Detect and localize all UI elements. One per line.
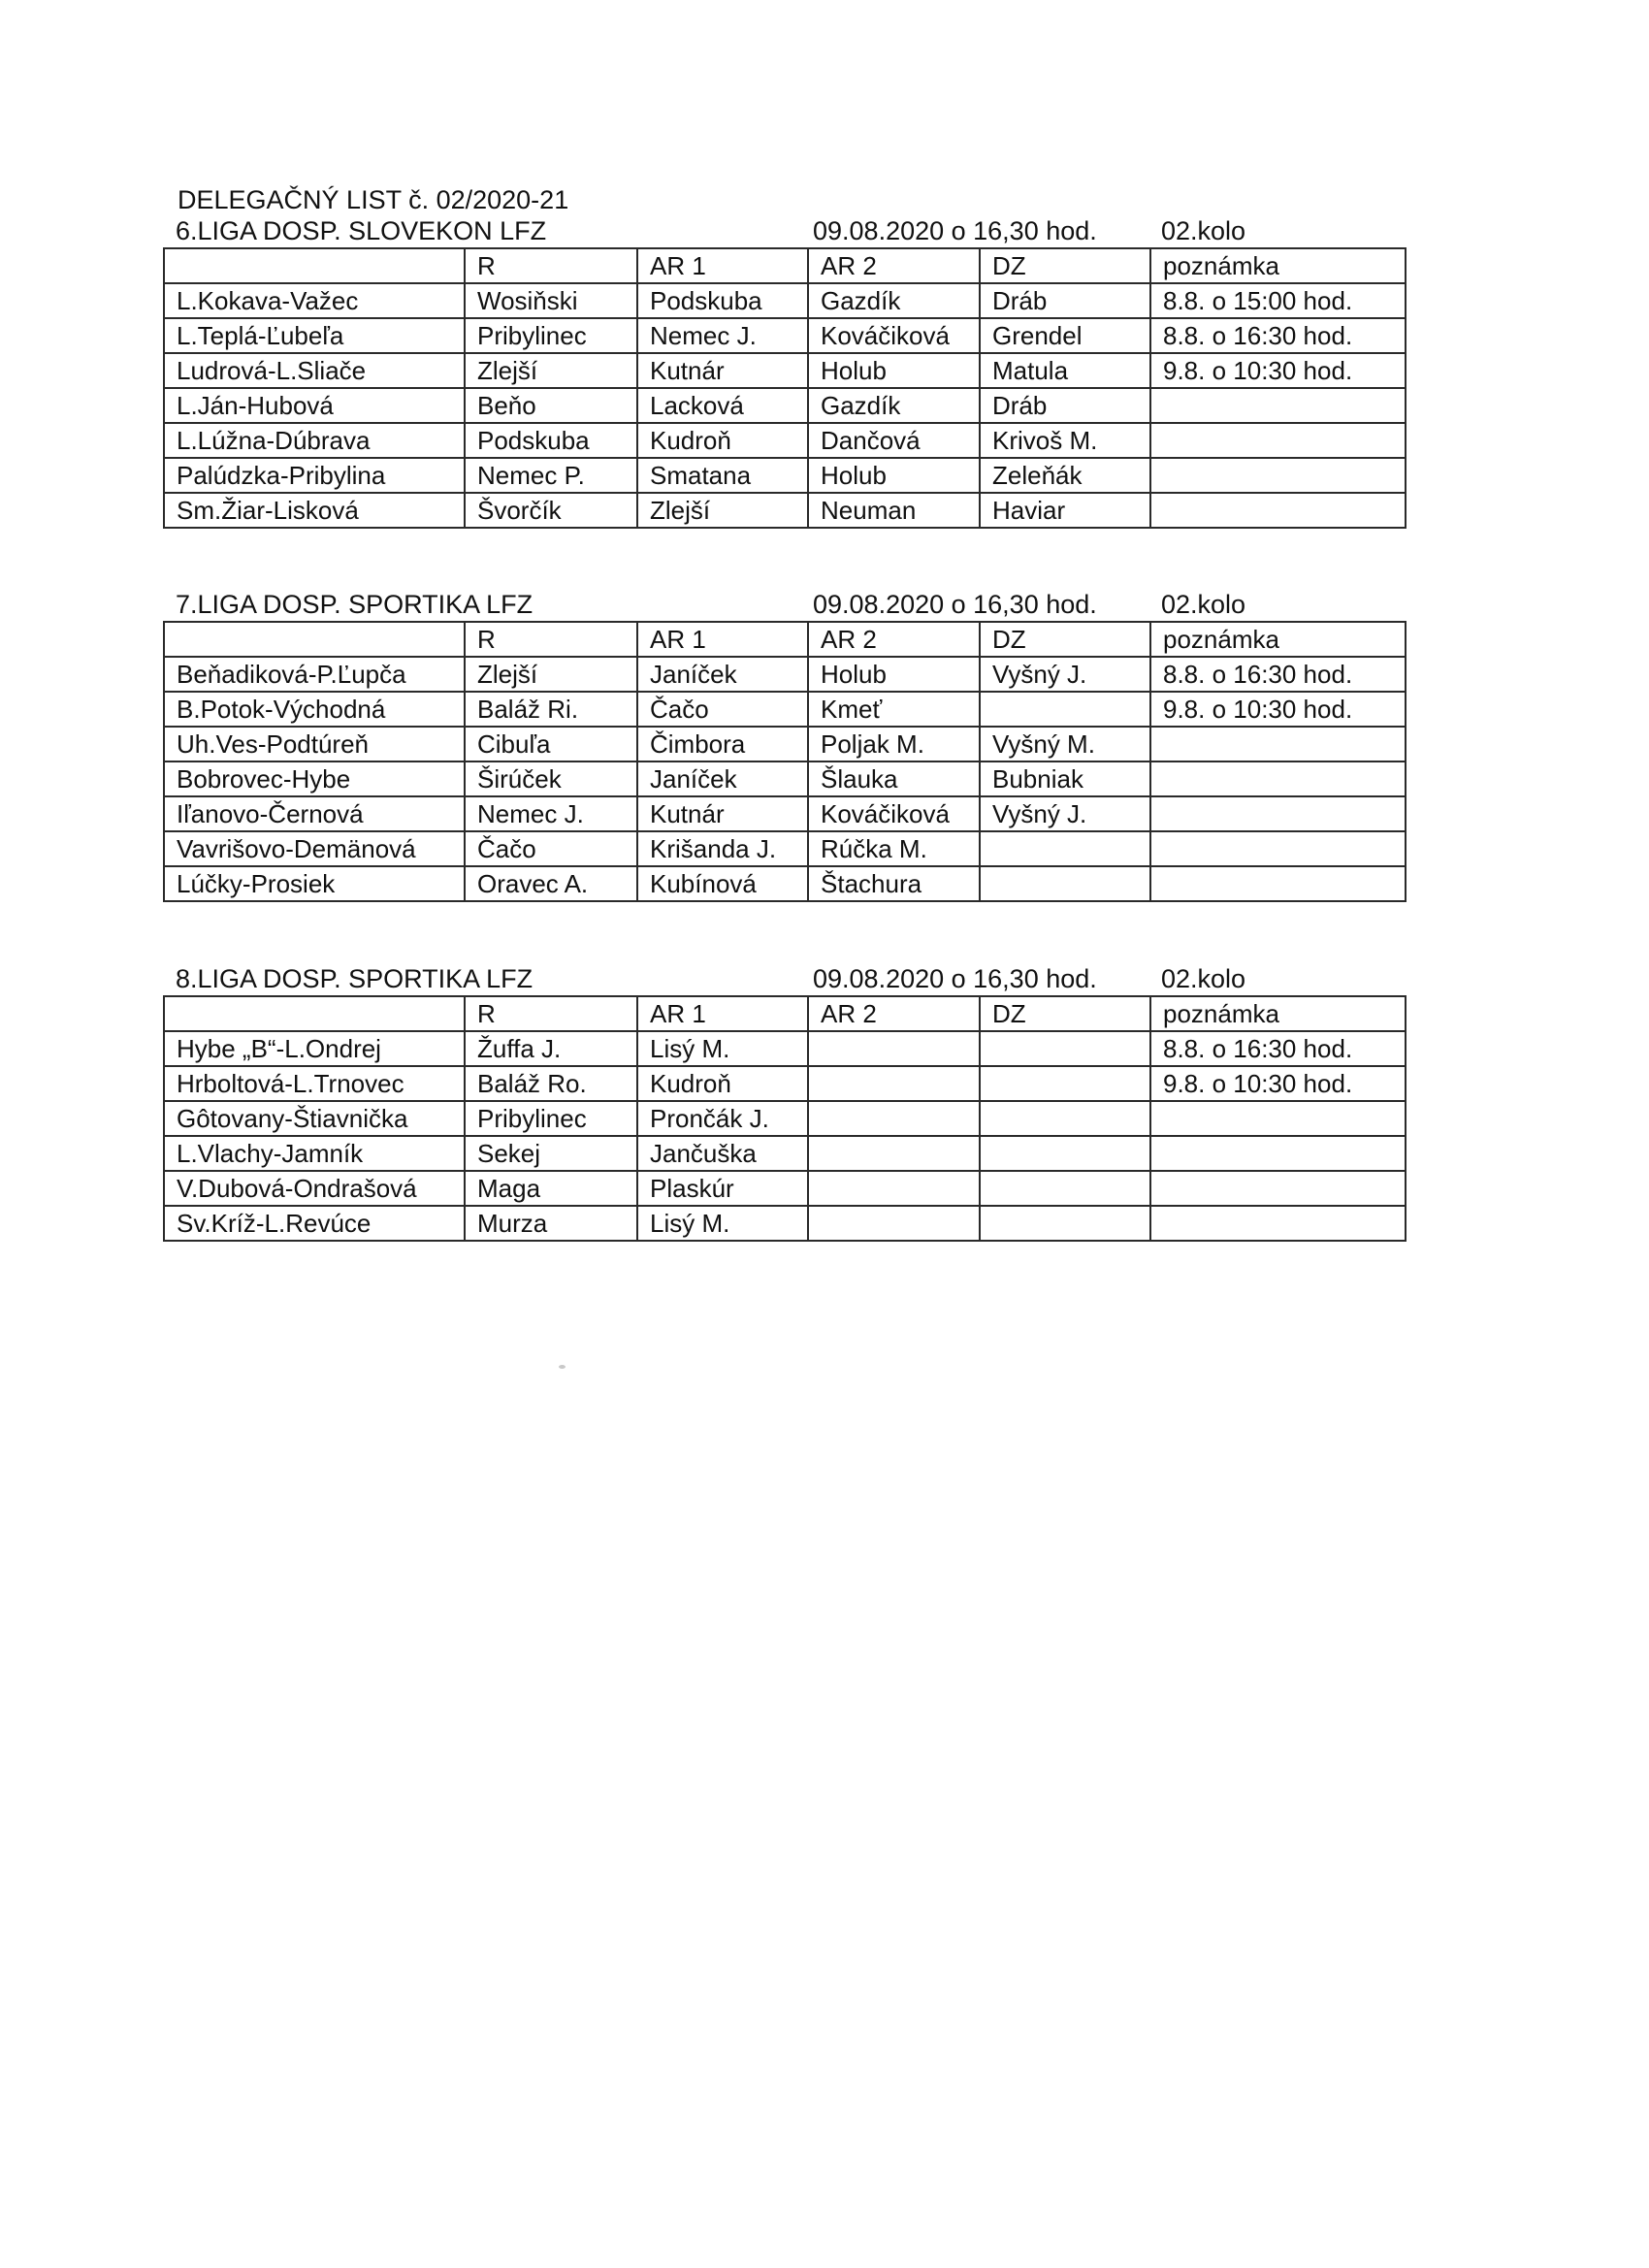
cell-ar2 (808, 1031, 980, 1066)
cell-ar1: Nemec J. (637, 318, 808, 353)
cell-referee: Čačo (465, 831, 637, 866)
table-row (164, 423, 1406, 458)
cell-dz (980, 1066, 1150, 1101)
cell-referee: Podskuba (465, 423, 637, 458)
cell-note (1150, 761, 1406, 796)
cell-dz (980, 831, 1150, 866)
cell-ar1: Kubínová (637, 866, 808, 901)
cell-referee: Nemec P. (465, 458, 637, 493)
cell-ar1: Kudroň (637, 1066, 808, 1101)
column-header-ar2: AR 2 (808, 248, 980, 283)
cell-dz: Zeleňák (980, 458, 1150, 493)
cell-ar1: Lisý M. (637, 1206, 808, 1241)
cell-match: Hrboltová-L.Trnovec (164, 1066, 465, 1101)
cell-note (1150, 831, 1406, 866)
table-row (164, 761, 1406, 796)
cell-ar2: Holub (808, 353, 980, 388)
cell-note: 8.8. o 16:30 hod. (1150, 318, 1406, 353)
cell-referee: Maga (465, 1171, 637, 1206)
cell-ar2 (808, 1066, 980, 1101)
league-section-8 (163, 962, 1405, 1242)
cell-match: V.Dubová-Ondrašová (164, 1171, 465, 1206)
cell-referee: Širúček (465, 761, 637, 796)
column-header-ar2: AR 2 (808, 622, 980, 657)
round-label: 02.kolo (1161, 216, 1246, 245)
cell-ar1: Janíček (637, 657, 808, 692)
table-header-row (164, 622, 1406, 657)
cell-match: Iľanovo-Černová (164, 796, 465, 831)
league-section-6 (163, 214, 1405, 529)
league-name: 6.LIGA DOSP. SLOVEKON LFZ (176, 216, 547, 245)
table-row (164, 1171, 1406, 1206)
cell-dz (980, 1206, 1150, 1241)
cell-referee: Zlejší (465, 657, 637, 692)
cell-note: 9.8. o 10:30 hod. (1150, 353, 1406, 388)
table-row (164, 388, 1406, 423)
cell-match: Sv.Kríž-L.Revúce (164, 1206, 465, 1241)
cell-referee: Cibuľa (465, 727, 637, 761)
cell-ar2: Neuman (808, 493, 980, 528)
cell-dz: Matula (980, 353, 1150, 388)
round-label: 02.kolo (1161, 590, 1246, 619)
cell-match: Sm.Žiar-Lisková (164, 493, 465, 528)
column-header-match (164, 996, 465, 1031)
column-header-dz: DZ (980, 622, 1150, 657)
table-row (164, 458, 1406, 493)
column-header-note: poznámka (1150, 248, 1406, 283)
cell-referee: Wosiňski (465, 283, 637, 318)
cell-dz: Dráb (980, 283, 1150, 318)
table-body (164, 248, 1406, 528)
scan-speck (559, 1365, 566, 1369)
cell-referee: Pribylinec (465, 318, 637, 353)
cell-ar1: Kutnár (637, 796, 808, 831)
cell-match: Palúdzka-Pribylina (164, 458, 465, 493)
table-row (164, 283, 1406, 318)
cell-referee: Baláž Ri. (465, 692, 637, 727)
cell-referee: Oravec A. (465, 866, 637, 901)
cell-ar1: Jančuška (637, 1136, 808, 1171)
cell-ar2: Gazdík (808, 388, 980, 423)
column-header-ar1: AR 1 (637, 622, 808, 657)
cell-ar1: Janíček (637, 761, 808, 796)
cell-note (1150, 458, 1406, 493)
column-header-dz: DZ (980, 248, 1150, 283)
cell-match: Hybe „B“-L.Ondrej (164, 1031, 465, 1066)
cell-ar1: Podskuba (637, 283, 808, 318)
cell-referee: Nemec J. (465, 796, 637, 831)
match-date: 09.08.2020 o 16,30 hod. (813, 964, 1097, 993)
cell-dz: Dráb (980, 388, 1150, 423)
column-header-match (164, 248, 465, 283)
cell-ar2: Rúčka M. (808, 831, 980, 866)
table-row (164, 866, 1406, 901)
cell-dz: Haviar (980, 493, 1150, 528)
document-title: DELEGAČNÝ LIST č. 02/2020-21 (178, 185, 569, 214)
cell-ar1: Lisý M. (637, 1031, 808, 1066)
cell-ar2 (808, 1101, 980, 1136)
league-header (163, 962, 1405, 995)
cell-match: Beňadiková-P.Ľupča (164, 657, 465, 692)
table-body (164, 996, 1406, 1241)
cell-dz (980, 1136, 1150, 1171)
cell-ar2: Šlauka (808, 761, 980, 796)
cell-dz (980, 866, 1150, 901)
league-name: 7.LIGA DOSP. SPORTIKA LFZ (176, 590, 534, 619)
cell-match: Bobrovec-Hybe (164, 761, 465, 796)
table-row (164, 1206, 1406, 1241)
cell-match: L.Vlachy-Jamník (164, 1136, 465, 1171)
table-row (164, 657, 1406, 692)
cell-note: 8.8. o 15:00 hod. (1150, 283, 1406, 318)
cell-match: L.Teplá-Ľubeľa (164, 318, 465, 353)
cell-note (1150, 866, 1406, 901)
column-header-referee: R (465, 996, 637, 1031)
cell-referee: Pribylinec (465, 1101, 637, 1136)
cell-dz: Vyšný M. (980, 727, 1150, 761)
table-row (164, 493, 1406, 528)
cell-match: Vavrišovo-Demänová (164, 831, 465, 866)
cell-note (1150, 727, 1406, 761)
cell-ar1: Čačo (637, 692, 808, 727)
cell-match: Lúčky-Prosiek (164, 866, 465, 901)
cell-ar1: Kutnár (637, 353, 808, 388)
cell-ar1: Čimbora (637, 727, 808, 761)
round-label: 02.kolo (1161, 964, 1246, 993)
table-row (164, 1031, 1406, 1066)
table-row (164, 692, 1406, 727)
cell-referee: Sekej (465, 1136, 637, 1171)
cell-match: L.Ján-Hubová (164, 388, 465, 423)
delegation-table (163, 995, 1406, 1242)
cell-note (1150, 423, 1406, 458)
table-row (164, 1101, 1406, 1136)
cell-ar2 (808, 1136, 980, 1171)
cell-ar1: Lacková (637, 388, 808, 423)
table-row (164, 318, 1406, 353)
cell-note: 9.8. o 10:30 hod. (1150, 1066, 1406, 1101)
table-row (164, 727, 1406, 761)
cell-ar2 (808, 1206, 980, 1241)
league-header (163, 588, 1405, 621)
cell-note (1150, 1101, 1406, 1136)
cell-ar2: Gazdík (808, 283, 980, 318)
cell-referee: Zlejší (465, 353, 637, 388)
cell-match: Gôtovany-Štiavnička (164, 1101, 465, 1136)
column-header-ar2: AR 2 (808, 996, 980, 1031)
league-section-7 (163, 588, 1405, 902)
cell-match: L.Kokava-Važec (164, 283, 465, 318)
column-header-dz: DZ (980, 996, 1150, 1031)
cell-referee: Baláž Ro. (465, 1066, 637, 1101)
cell-ar2 (808, 1171, 980, 1206)
column-header-note: poznámka (1150, 622, 1406, 657)
delegation-table (163, 247, 1406, 529)
cell-ar2: Štachura (808, 866, 980, 901)
cell-match: L.Lúžna-Dúbrava (164, 423, 465, 458)
cell-note (1150, 388, 1406, 423)
cell-dz (980, 1101, 1150, 1136)
cell-note: 9.8. o 10:30 hod. (1150, 692, 1406, 727)
cell-ar2: Kmeť (808, 692, 980, 727)
league-header (163, 214, 1405, 247)
cell-note (1150, 796, 1406, 831)
cell-dz (980, 1171, 1150, 1206)
table-row (164, 831, 1406, 866)
delegation-table (163, 621, 1406, 902)
table-row (164, 796, 1406, 831)
cell-ar1: Prončák J. (637, 1101, 808, 1136)
cell-ar1: Kudroň (637, 423, 808, 458)
cell-ar2: Kováčiková (808, 318, 980, 353)
column-header-referee: R (465, 248, 637, 283)
cell-referee: Murza (465, 1206, 637, 1241)
cell-match: Uh.Ves-Podtúreň (164, 727, 465, 761)
cell-note (1150, 1171, 1406, 1206)
cell-referee: Žuffa J. (465, 1031, 637, 1066)
table-row (164, 1136, 1406, 1171)
cell-dz: Vyšný J. (980, 657, 1150, 692)
cell-dz: Bubniak (980, 761, 1150, 796)
match-date: 09.08.2020 o 16,30 hod. (813, 216, 1097, 245)
cell-ar2: Kováčiková (808, 796, 980, 831)
cell-ar2: Holub (808, 458, 980, 493)
cell-referee: Beňo (465, 388, 637, 423)
table-row (164, 1066, 1406, 1101)
cell-dz: Vyšný J. (980, 796, 1150, 831)
cell-ar2: Poljak M. (808, 727, 980, 761)
match-date: 09.08.2020 o 16,30 hod. (813, 590, 1097, 619)
cell-dz: Grendel (980, 318, 1150, 353)
cell-dz (980, 1031, 1150, 1066)
cell-note (1150, 1136, 1406, 1171)
column-header-match (164, 622, 465, 657)
cell-ar2: Holub (808, 657, 980, 692)
cell-ar1: Smatana (637, 458, 808, 493)
column-header-ar1: AR 1 (637, 996, 808, 1031)
column-header-referee: R (465, 622, 637, 657)
cell-dz: Krivoš M. (980, 423, 1150, 458)
table-header-row (164, 248, 1406, 283)
column-header-note: poznámka (1150, 996, 1406, 1031)
cell-ar2: Dančová (808, 423, 980, 458)
table-body (164, 622, 1406, 901)
cell-note: 8.8. o 16:30 hod. (1150, 1031, 1406, 1066)
cell-dz (980, 692, 1150, 727)
league-name: 8.LIGA DOSP. SPORTIKA LFZ (176, 964, 534, 993)
cell-referee: Švorčík (465, 493, 637, 528)
cell-match: B.Potok-Východná (164, 692, 465, 727)
table-header-row (164, 996, 1406, 1031)
cell-ar1: Zlejší (637, 493, 808, 528)
cell-note (1150, 1206, 1406, 1241)
cell-ar1: Plaskúr (637, 1171, 808, 1206)
cell-note (1150, 493, 1406, 528)
cell-ar1: Krišanda J. (637, 831, 808, 866)
column-header-ar1: AR 1 (637, 248, 808, 283)
table-row (164, 353, 1406, 388)
cell-match: Ludrová-L.Sliače (164, 353, 465, 388)
cell-note: 8.8. o 16:30 hod. (1150, 657, 1406, 692)
